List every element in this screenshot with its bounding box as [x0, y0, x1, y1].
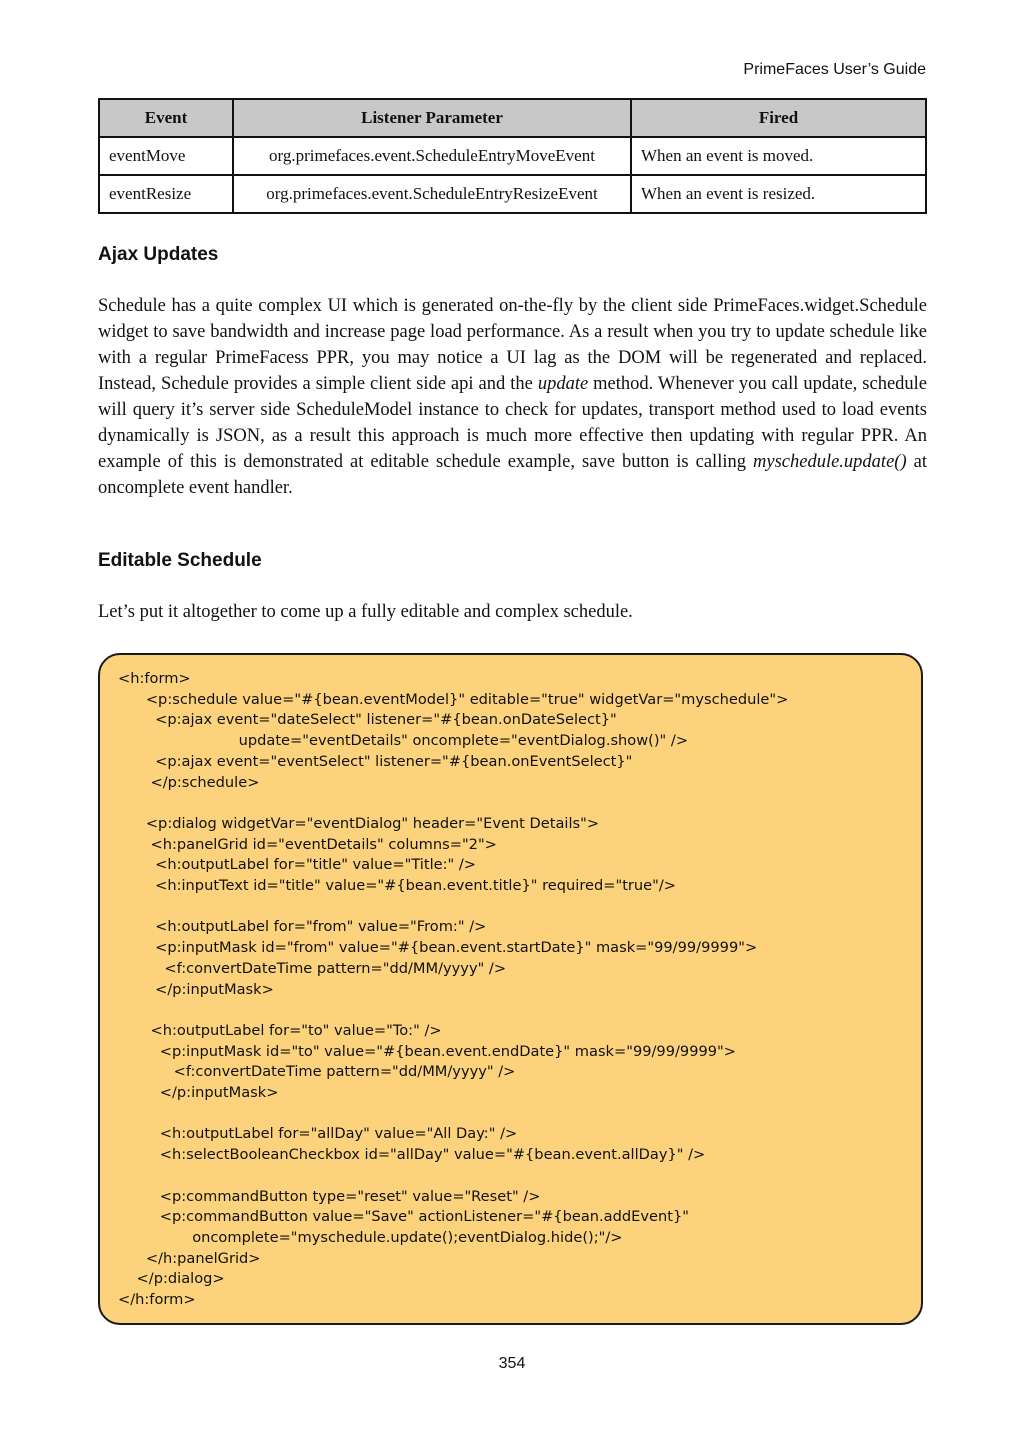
- ajax-updates-paragraph: [98, 293, 927, 501]
- table-cell-listener-parameter: org.primefaces.event.ScheduleEntryMoveEvent: [233, 137, 631, 175]
- table-header-row: [99, 99, 926, 137]
- events-table: [98, 98, 927, 214]
- paragraph-text: at oncomplete event handler.: [98, 452, 927, 498]
- paragraph-text: Schedule has a quite complex UI which is generated on-the-fly by the client side PrimeFaces.widget.Schedule widget to save bandwidth and increase page load performance. As a result when you try to update schedule like with a regular PrimeFacess PPR, you may notice a UI lag as the DOM will be regenerated and replaced. Instead, Schedule provides a simple client side api and the: [98, 296, 927, 394]
- update-method-emphasis: update: [537, 374, 589, 394]
- column-header-event: Event: [99, 99, 233, 137]
- column-header-fired: Fired: [631, 99, 926, 137]
- table-cell-fired: When an event is moved.: [631, 137, 926, 175]
- table-row: [99, 137, 926, 175]
- table-cell-event: eventResize: [99, 175, 233, 213]
- table-cell-listener-parameter: org.primefaces.event.ScheduleEntryResizeEvent: [233, 175, 631, 213]
- table-cell-fired: When an event is resized.: [631, 175, 926, 213]
- running-header: PrimeFaces User’s Guide: [743, 61, 926, 78]
- table-cell-event: eventMove: [99, 137, 233, 175]
- editable-schedule-heading: Editable Schedule: [98, 550, 262, 571]
- page-number: 354: [498, 1355, 526, 1372]
- paragraph-text: method. Whenever you call update, schedule will query it’s server side ScheduleModel instance to check for updates, transport method used to load events dynamically is JSON, as a result this approach is much more effective then updating with regular PPR. An example of this is demonstrated at editable schedule example, save button is calling: [98, 374, 928, 472]
- code-listing-box: [98, 653, 923, 1325]
- table-row: [99, 175, 926, 213]
- editable-schedule-intro: Let’s put it altogether to come up a fully editable and complex schedule.: [98, 602, 633, 622]
- code-listing: <h:form> <p:schedule value="#{bean.eventModel}" editable="true" widgetVar="myschedule"> <p:ajax event="dateSelect" listener="#{bean.onDateSelect}" update="eventDetails" oncomplete="eventDialog.show()" /> <p:ajax event="eventSelect" listener="#{bean.onEventSelect}" </p:schedule> <p:dialog widgetVar="eventDialog" header="Event Details"> <h:panelGrid id="eventDetails" columns="2"> <h:outputLabel for="title" value="Title:" /> <h:inputText id="title" value="#{bean.event.title}" required="true"/> <h:outputLabel for="from" value="From:" /> <p:inputMask id="from" value="#{bean.event.startDate}" mask="99/99/9999"> <f:convertDateTime pattern="dd/MM/yyyy" /> </p:inputMask> <h:outputLabel for="to" value="To:" /> <p:inputMask id="to" value="#{bean.event.endDate}" mask="99/99/9999"> <f:convertDateTime pattern="dd/MM/yyyy" /> </p:inputMask> <h:outputLabel for="allDay" value="All Day:" /> <h:selectBooleanCheckbox id="allDay" value="#{bean.event.allDay}" /> <p:commandButton type="reset" value="Reset" /> <p:commandButton value="Save" actionListener="#{bean.addEvent}" oncomplete="myschedule.update();eventDialog.hide();"/> </h:panelGrid> </p:dialog> </h:form>: [118, 670, 789, 1309]
- myschedule-update-emphasis: myschedule.update(): [753, 452, 907, 472]
- ajax-updates-heading: Ajax Updates: [98, 244, 219, 265]
- column-header-listener-parameter: Listener Parameter: [233, 99, 631, 137]
